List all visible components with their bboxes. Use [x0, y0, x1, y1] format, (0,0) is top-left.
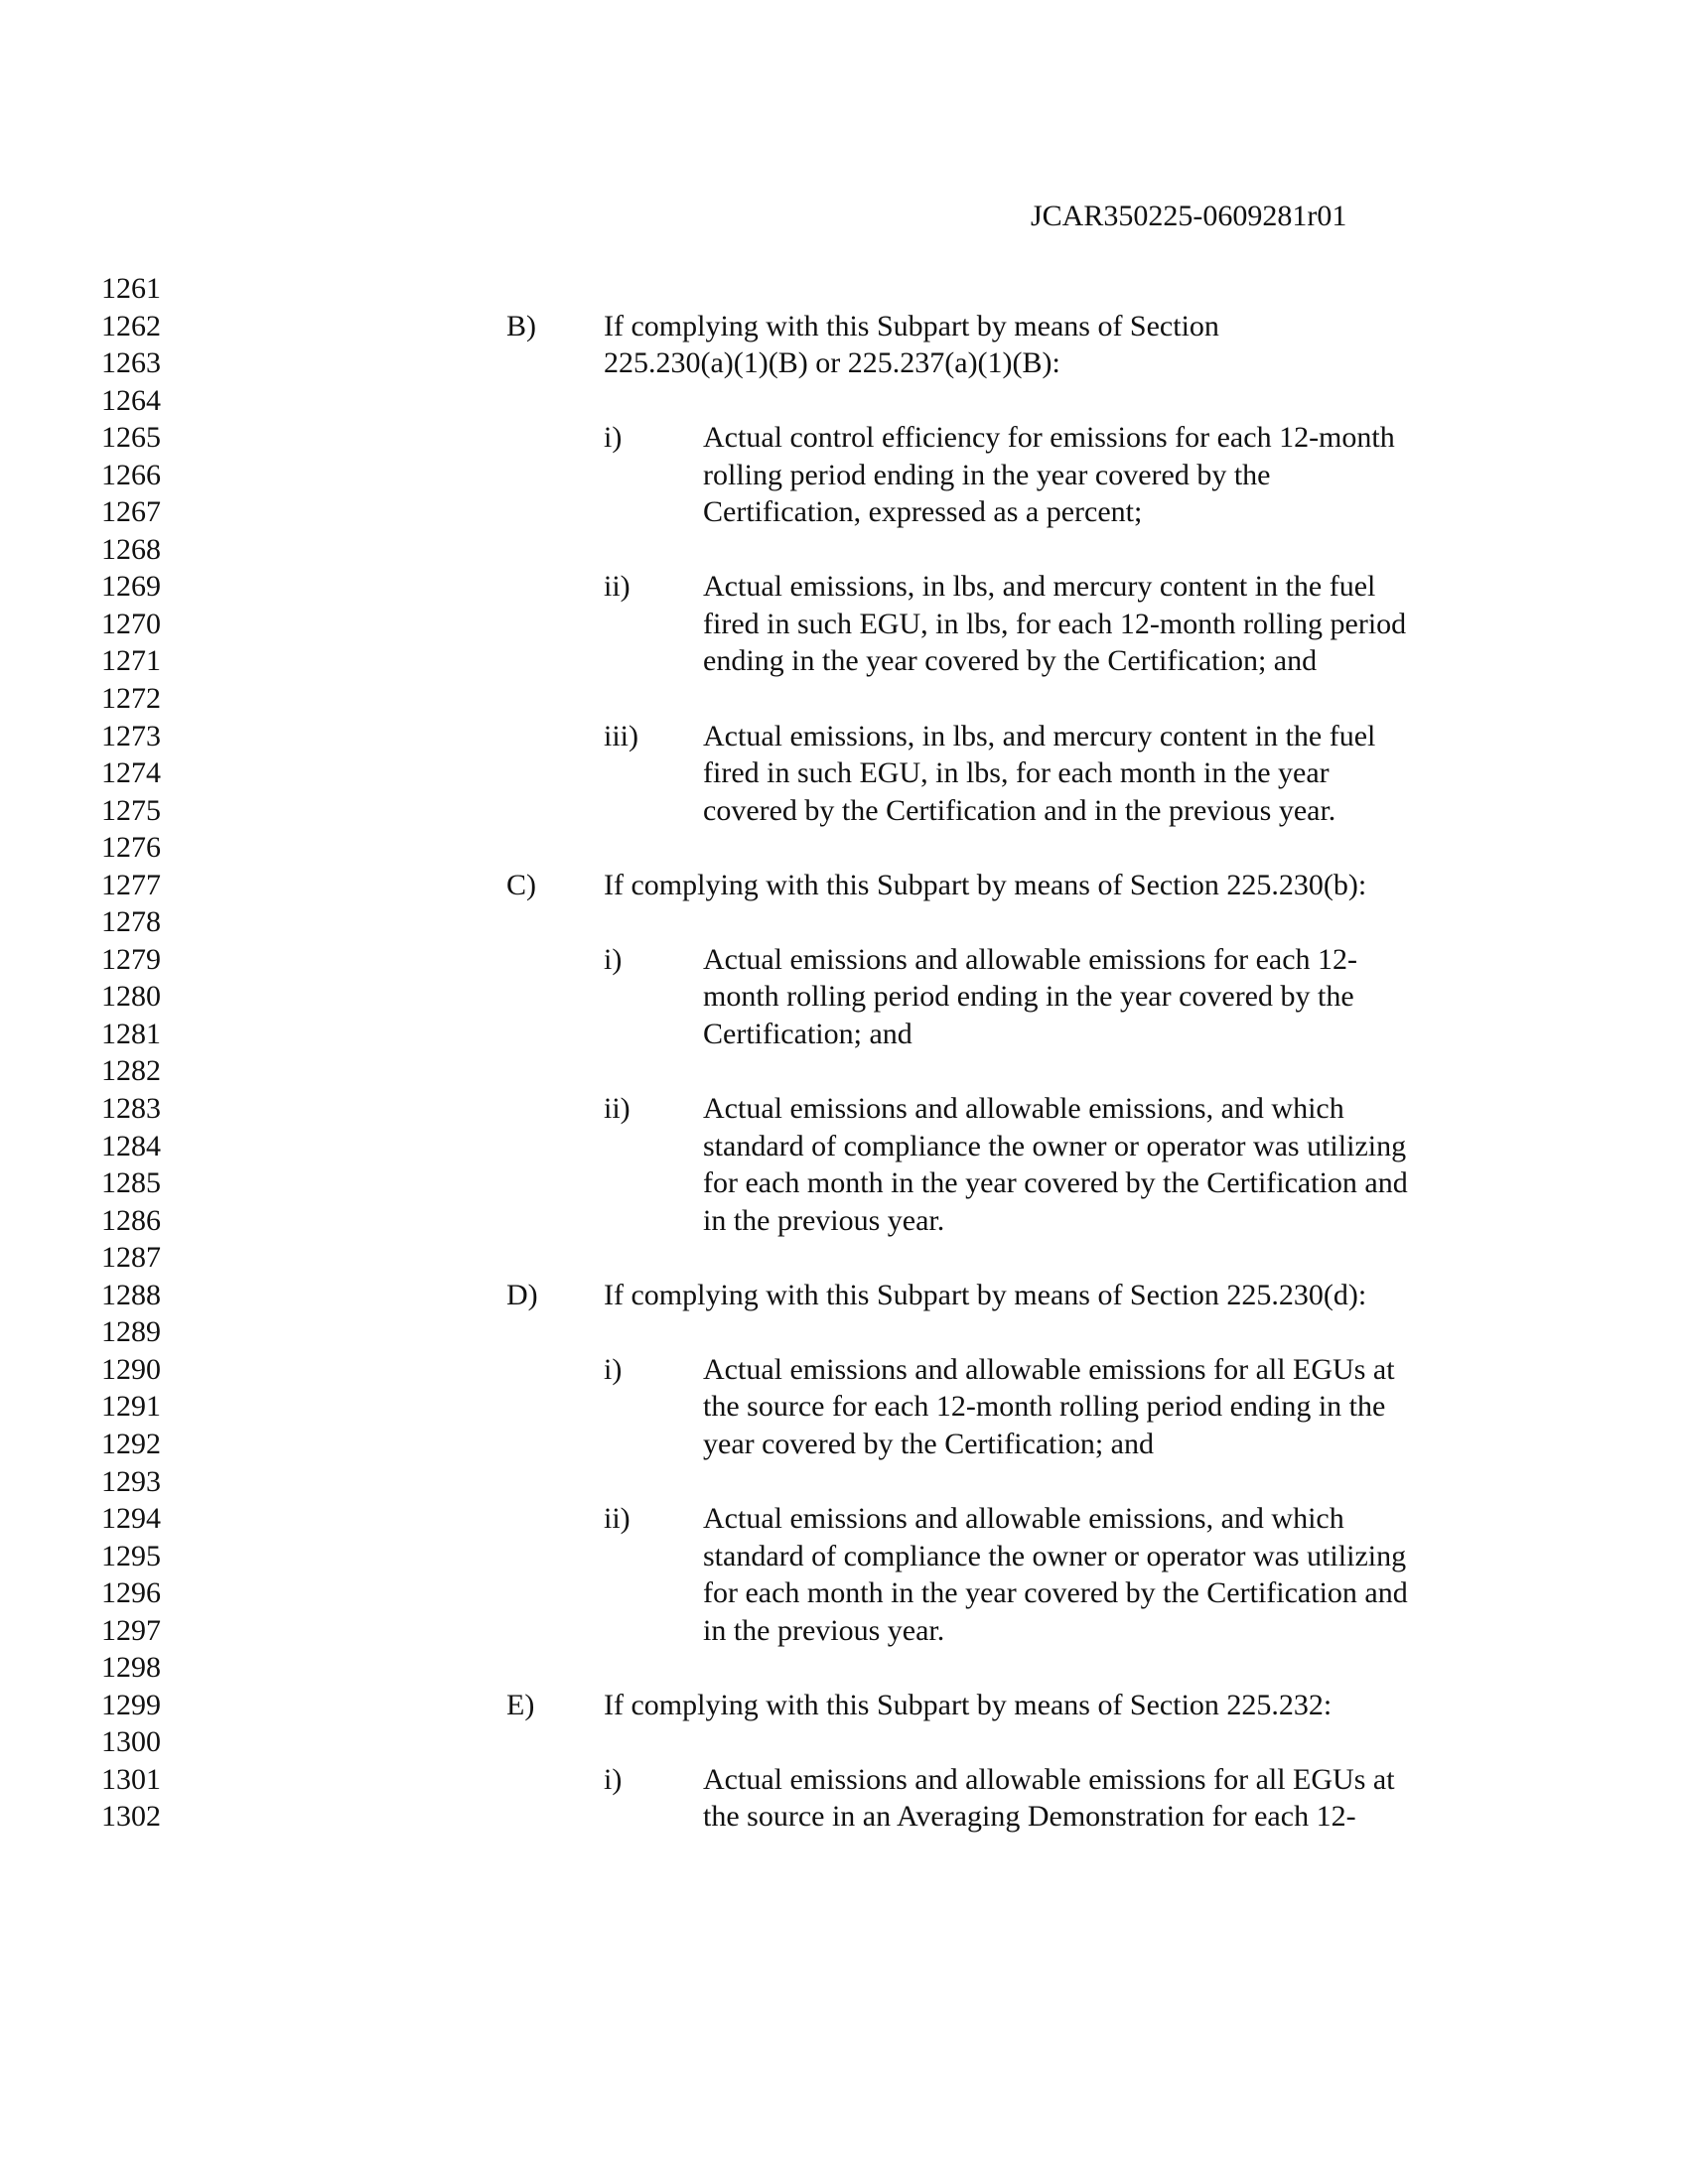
section-line — [0, 308, 1684, 345]
item-line — [0, 978, 1684, 1016]
text-line: Certification; and — [703, 1017, 912, 1050]
item-line — [0, 568, 1684, 606]
document-body — [0, 270, 1684, 1836]
list-marker: i) — [604, 1762, 623, 1796]
blank-line — [0, 829, 1684, 867]
line-number: 1296 — [101, 1576, 161, 1610]
item-line — [0, 1128, 1684, 1165]
line-number: 1262 — [101, 309, 161, 342]
text-line: If complying with this Subpart by means of Section 225.230(b): — [604, 868, 1367, 901]
list-marker: i) — [604, 1352, 623, 1386]
item-line — [0, 1500, 1684, 1538]
line-number: 1297 — [101, 1613, 161, 1647]
blank-line — [0, 680, 1684, 718]
item-line — [0, 1090, 1684, 1128]
text-line: Actual control efficiency for emissions for each 12-month — [703, 421, 1395, 455]
text-line: Actual emissions and allowable emissions, and which — [703, 1092, 1344, 1126]
item-line — [0, 1574, 1684, 1612]
line-number: 1282 — [101, 1054, 161, 1088]
text-line: standard of compliance the owner or operator was utilizing — [703, 1129, 1407, 1162]
line-number: 1277 — [101, 868, 161, 901]
text-line: rolling period ending in the year covered by the — [703, 458, 1271, 491]
list-marker: ii) — [604, 570, 631, 604]
list-marker: iii) — [604, 719, 638, 752]
text-line: year covered by the Certification; and — [703, 1427, 1154, 1460]
list-marker: ii) — [604, 1092, 631, 1126]
line-number: 1265 — [101, 421, 161, 455]
list-marker: B) — [506, 309, 536, 342]
line-number: 1264 — [101, 383, 161, 417]
item-line — [0, 1426, 1684, 1463]
list-marker: D) — [506, 1278, 538, 1311]
line-number: 1271 — [101, 644, 161, 678]
line-number: 1272 — [101, 682, 161, 716]
section-line — [0, 1687, 1684, 1724]
line-number: 1273 — [101, 719, 161, 752]
line-number: 1295 — [101, 1539, 161, 1572]
text-line: month rolling period ending in the year covered by the — [703, 980, 1354, 1014]
blank-line — [0, 531, 1684, 569]
text-line: Actual emissions, in lbs, and mercury content in the fuel — [703, 570, 1376, 604]
list-marker: E) — [506, 1688, 535, 1721]
item-line — [0, 1761, 1684, 1799]
line-number: 1278 — [101, 905, 161, 939]
item-line — [0, 1538, 1684, 1575]
line-number: 1288 — [101, 1278, 161, 1311]
text-line: Actual emissions and allowable emissions for all EGUs at — [703, 1352, 1395, 1386]
text-line: in the previous year. — [703, 1613, 945, 1647]
text-line: fired in such EGU, in lbs, for each month in the year — [703, 756, 1330, 790]
item-line — [0, 1351, 1684, 1389]
text-line: ending in the year covered by the Certification; and — [703, 644, 1318, 678]
line-number: 1267 — [101, 495, 161, 529]
item-line — [0, 792, 1684, 830]
item-line — [0, 754, 1684, 792]
line-number: 1302 — [101, 1800, 161, 1834]
text-line: for each month in the year covered by the Certification and — [703, 1576, 1408, 1610]
line-number: 1298 — [101, 1651, 161, 1685]
list-marker: i) — [604, 942, 623, 976]
blank-line — [0, 1723, 1684, 1761]
blank-line — [0, 270, 1684, 308]
line-number: 1284 — [101, 1129, 161, 1162]
line-number: 1283 — [101, 1092, 161, 1126]
text-line: Actual emissions and allowable emissions for each 12- — [703, 942, 1358, 976]
item-line — [0, 1164, 1684, 1202]
blank-line — [0, 903, 1684, 941]
line-number: 1289 — [101, 1315, 161, 1349]
line-number: 1293 — [101, 1464, 161, 1498]
text-line: If complying with this Subpart by means of Section 225.232: — [604, 1688, 1333, 1721]
line-number: 1266 — [101, 458, 161, 491]
section-line — [0, 1277, 1684, 1314]
line-number: 1268 — [101, 532, 161, 566]
line-number: 1291 — [101, 1390, 161, 1424]
item-line — [0, 642, 1684, 680]
line-number: 1292 — [101, 1427, 161, 1460]
line-number: 1279 — [101, 942, 161, 976]
list-marker: ii) — [604, 1502, 631, 1536]
item-line — [0, 1612, 1684, 1650]
text-line: in the previous year. — [703, 1203, 945, 1237]
item-line — [0, 419, 1684, 457]
text-line: Certification, expressed as a percent; — [703, 495, 1143, 529]
text-line: the source in an Averaging Demonstration for each 12- — [703, 1800, 1356, 1834]
section-line — [0, 344, 1684, 382]
blank-line — [0, 1052, 1684, 1090]
text-line: If complying with this Subpart by means of Section — [604, 309, 1219, 342]
text-line: the source for each 12-month rolling period ending in the — [703, 1390, 1386, 1424]
item-line — [0, 457, 1684, 494]
line-number: 1287 — [101, 1241, 161, 1275]
blank-line — [0, 382, 1684, 420]
line-number: 1294 — [101, 1502, 161, 1536]
text-line: fired in such EGU, in lbs, for each 12-month rolling period — [703, 607, 1407, 640]
line-number: 1301 — [101, 1762, 161, 1796]
line-number: 1299 — [101, 1688, 161, 1721]
line-number: 1263 — [101, 346, 161, 380]
text-line: covered by the Certification and in the previous year. — [703, 793, 1336, 827]
line-number: 1270 — [101, 607, 161, 640]
item-line — [0, 493, 1684, 531]
item-line — [0, 718, 1684, 755]
text-line: standard of compliance the owner or operator was utilizing — [703, 1539, 1407, 1572]
item-line — [0, 1016, 1684, 1053]
line-number: 1280 — [101, 980, 161, 1014]
line-number: 1286 — [101, 1203, 161, 1237]
item-line — [0, 606, 1684, 643]
item-line — [0, 1202, 1684, 1240]
text-line: for each month in the year covered by the Certification and — [703, 1166, 1408, 1200]
text-line: Actual emissions and allowable emissions, and which — [703, 1502, 1344, 1536]
line-number: 1274 — [101, 756, 161, 790]
blank-line — [0, 1239, 1684, 1277]
document-id: JCAR350225-0609281r01 — [1031, 200, 1347, 232]
line-number: 1261 — [101, 272, 161, 305]
text-line: Actual emissions and allowable emissions for all EGUs at — [703, 1762, 1395, 1796]
item-line — [0, 1798, 1684, 1836]
line-number: 1275 — [101, 793, 161, 827]
list-marker: i) — [604, 421, 623, 455]
line-number: 1276 — [101, 831, 161, 865]
text-line: If complying with this Subpart by means of Section 225.230(d): — [604, 1278, 1367, 1311]
text-line: Actual emissions, in lbs, and mercury content in the fuel — [703, 719, 1376, 752]
line-number: 1285 — [101, 1166, 161, 1200]
list-marker: C) — [506, 868, 536, 901]
line-number: 1269 — [101, 570, 161, 604]
blank-line — [0, 1313, 1684, 1351]
line-number: 1281 — [101, 1017, 161, 1050]
text-line: 225.230(a)(1)(B) or 225.237(a)(1)(B): — [604, 346, 1060, 380]
line-number: 1290 — [101, 1352, 161, 1386]
item-line — [0, 941, 1684, 979]
line-number: 1300 — [101, 1725, 161, 1759]
blank-line — [0, 1649, 1684, 1687]
blank-line — [0, 1463, 1684, 1501]
item-line — [0, 1388, 1684, 1426]
section-line — [0, 867, 1684, 904]
